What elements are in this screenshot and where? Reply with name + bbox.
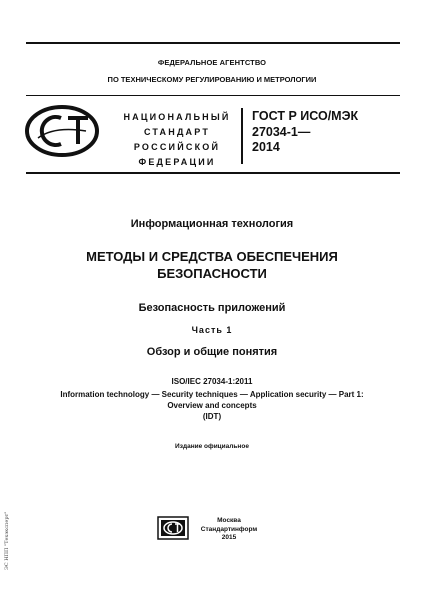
- main-title-line: МЕТОДЫ И СРЕДСТВА ОБЕСПЕЧЕНИЯ: [86, 249, 338, 264]
- english-title-line: (IDT): [202, 412, 222, 421]
- agency-line-1: ФЕДЕРАЛЬНОЕ АГЕНТСТВО: [157, 58, 267, 67]
- subtitle-overview: Обзор и общие понятия: [146, 346, 278, 358]
- side-stamp: ЭС НПП "Техэксперт": [4, 511, 10, 570]
- title-info-tech: Информационная технология: [130, 218, 294, 230]
- publisher-info: [199, 517, 259, 543]
- standard-word: НАЦИОНАЛЬНЫЙ: [123, 112, 231, 122]
- rst-logo-icon: [24, 104, 100, 158]
- subtitle-app-security: Безопасность приложений: [138, 302, 286, 314]
- agency-line-2: ПО ТЕХНИЧЕСКОМУ РЕГУЛИРОВАНИЮ И МЕТРОЛОГИИ: [107, 75, 317, 84]
- publisher-line: Москва: [217, 517, 241, 524]
- standard-word: СТАНДАРТ: [143, 127, 211, 137]
- edition-label: Издание официальное: [175, 443, 249, 450]
- publisher-line: Стандартинформ: [200, 525, 258, 533]
- vertical-divider: [241, 108, 243, 164]
- designation-line: 2014: [252, 140, 280, 154]
- standartinform-logo-icon: [157, 516, 189, 540]
- part-label: Часть 1: [191, 325, 233, 335]
- main-title: [0, 248, 424, 282]
- main-title-line: БЕЗОПАСНОСТИ: [157, 266, 267, 281]
- logo-rule: [26, 172, 400, 174]
- english-title-line: Overview and concepts: [167, 401, 257, 410]
- designation-line: 27034-1—: [252, 124, 311, 139]
- standard-designation: [252, 109, 358, 156]
- publisher-line: 2015: [221, 534, 237, 541]
- standard-word: РОССИЙСКОЙ: [133, 142, 221, 152]
- english-title: [0, 389, 424, 422]
- standard-word: ФЕДЕРАЦИИ: [138, 157, 216, 167]
- english-title-line: Information technology — Security techniques — Application security — Part 1:: [60, 390, 364, 399]
- header-rule: [26, 95, 400, 96]
- designation-line: ГОСТ Р ИСО/МЭК: [252, 109, 359, 123]
- top-rule: [26, 42, 400, 44]
- iso-code: ISO/IEC 27034-1:2011: [171, 377, 253, 386]
- national-standard-label: [118, 110, 236, 170]
